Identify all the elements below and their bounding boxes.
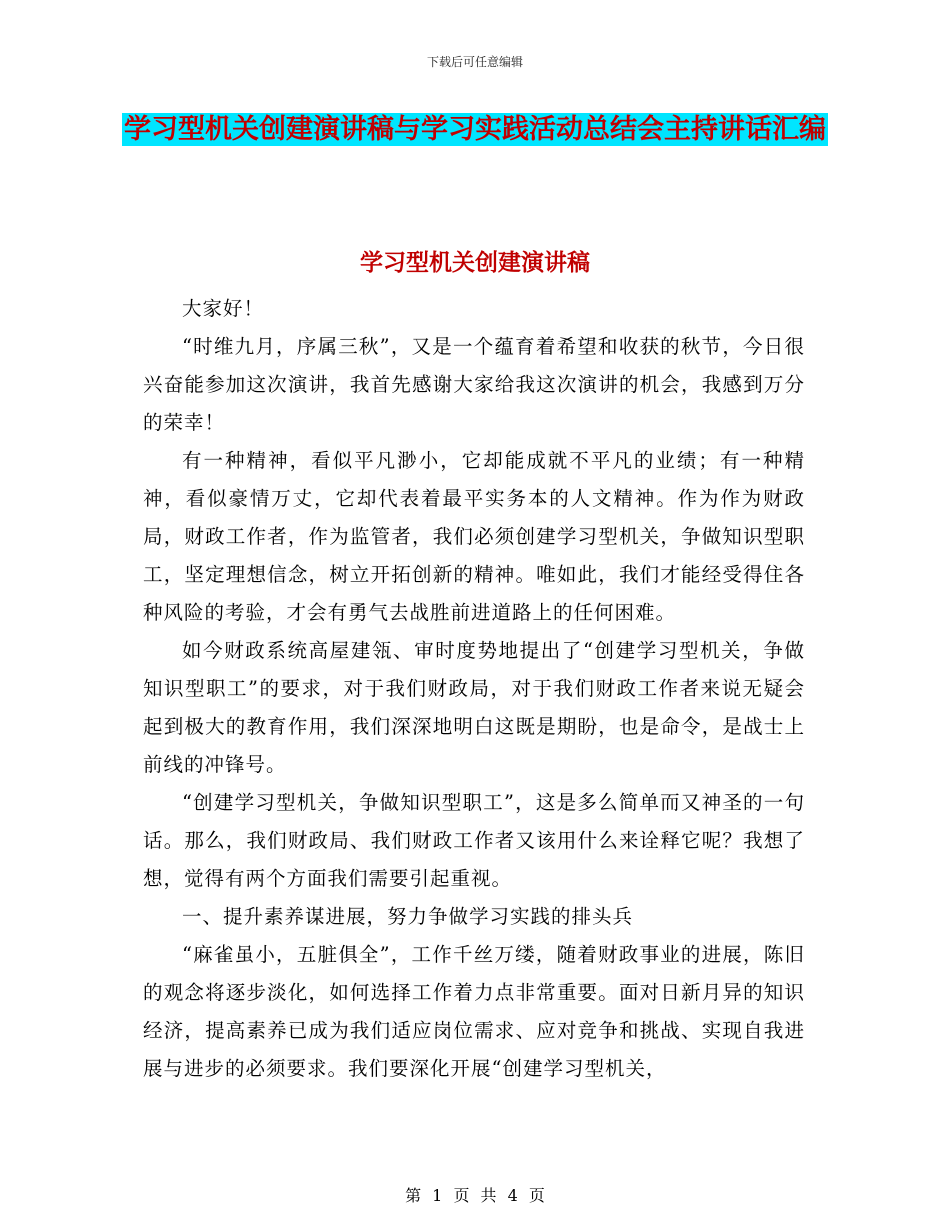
paragraph: 有一种精神，看似平凡渺小，它却能成就不平凡的业绩；有一种精神，看似豪情万丈，它却代表着最平实务本的人文精神。作为作为财政局，财政工作者，作为监管者，我们必须创建学习型机关，争做知识型职工，坚定理想信念，树立开拓创新的精神。唯如此，我们才能经受得住各种风险的考验，才会有勇气去战胜前进道路上的任何困难。 bbox=[143, 449, 805, 624]
paragraph: 大家好！ bbox=[182, 297, 265, 320]
paragraph: 如今财政系统高屋建瓴、审时度势地提出了“创建学习型机关，争做知识型职工”的要求，对于我们财政局，对于我们财政工作者来说无疑会起到极大的教育作用，我们深深地明白这既是期盼，也是命令，是战士上前线的冲锋号。 bbox=[143, 639, 805, 776]
paragraph: “时维九月，序属三秋”，又是一个蕴育着希望和收获的秋节，今日很兴奋能参加这次演讲，我首先感谢大家给我这次演讲的机会，我感到万分的荣幸！ bbox=[143, 335, 805, 434]
header-note: 下载后可任意编辑 bbox=[426, 55, 523, 69]
page-footer: 第 1 页 共 4 页 bbox=[405, 1186, 545, 1205]
body-text bbox=[143, 290, 805, 1088]
document-title bbox=[120, 106, 830, 154]
section-title: 学习型机关创建演讲稿 bbox=[360, 249, 590, 276]
document-title-text: 学习型机关创建演讲稿与学习实践活动总结会主持讲话汇编 bbox=[124, 114, 826, 145]
paragraph: 一、提升素养谋进展，努力争做学习实践的排头兵 bbox=[182, 905, 634, 928]
paragraph: “创建学习型机关，争做知识型职工”，这是多么简单而又神圣的一句话。那么，我们财政局、我们财政工作者又该用什么来诠释它呢？我想了想，觉得有两个方面我们需要引起重视。 bbox=[143, 791, 805, 890]
paragraph: “麻雀虽小，五脏俱全”，工作千丝万缕，随着财政事业的进展，陈旧的观念将逐步淡化，如何选择工作着力点非常重要。面对日新月异的知识经济，提高素养已成为我们适应岗位需求、应对竞争和挑战、实现自我进展与进步的必须要求。我们要深化开展“创建学习型机关， bbox=[143, 943, 805, 1080]
